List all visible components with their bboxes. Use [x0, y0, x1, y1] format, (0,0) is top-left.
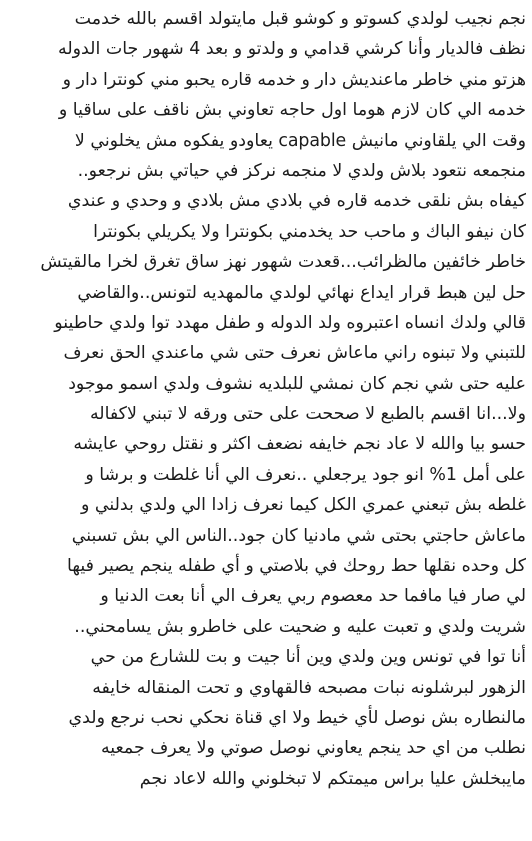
post-line-16: على أمل 1% انو جود يرجعلي ..نعرف الي أنا غلطت و برشا و — [85, 464, 526, 485]
post-line-4: خدمه الي كان لازم هوما اول حاجه تعاوني بش ناقف على ساقيا و — [58, 100, 526, 121]
post-line-22: أنا توا في تونس وين ولدي وين أنا جيت و بت للشارع من حي — [90, 647, 526, 668]
post-line-2: نظف فالديار وأنا كرشي قدامي و ولدتو و بعد 4 شهور جات الدوله — [58, 39, 526, 60]
post-line-23: الزهور لبرشلونه نبات مصبحه فالقهاوي و تحت المنقاله خايفه — [92, 677, 526, 698]
post-line-6: منجمعه نتعود بلاش ولدي لا منجمه نركز في حياتي بش نرجعو.. — [77, 160, 526, 181]
post-line-19: كل وحده نقلها حط روحك في بلاصتي و أي طفله ينجم يصير فيها — [67, 556, 526, 577]
post-line-12: للتبني ولا تبنوه راني ماعاش نعرف حتى شي ماعندي الحق نعرف — [63, 343, 526, 364]
post-line-26: مايبخلش عليا براس ميمتكم لا تبخلوني والله لاعاد نجم — [139, 768, 526, 789]
post-line-8: كان نيفو الباك و ماحب حد يخدمني بكونترا ولا يكريلي بكونترا — [93, 221, 526, 242]
post-line-25: نطلب من اي حد ينجم يعاوني نوصل صوتي ولا يعرف جمعيه — [100, 738, 526, 759]
post-line-10: حل لين هبط قرار ايداع نهائي لولدي مالمهديه لتونس..والقاضي — [77, 282, 526, 303]
post-line-21: شريت ولدي و تعبت عليه و ضحيت على خاطرو بش يسامحني.. — [74, 616, 526, 637]
post-line-24: مالنطاره بش نوصل لأي خيط ولا اي قناة نحكي نحب نرجع ولدي — [68, 707, 526, 728]
post-line-5: وقت الي يلقاوني مانيش capable يعاودو يفكوه مش يخلوني لا — [74, 130, 526, 151]
post-line-17: غلطه بش تبعني عمري الكل كيما نعرف زادا الي ولدي بدلني و — [80, 495, 526, 516]
post-line-9: خاطر خائفين مالظرائب...قعدت شهور نهز ساق تغرق لخرا مالقيتش — [40, 252, 526, 273]
post-line-18: ماعاش حاجتي بحتى شي مادنيا كان جود..الناس الي بش تسبني — [71, 525, 526, 546]
post-line-14: ولا...انا اقسم بالطبع لا صححت على حتى ورقه لا تبني لاكفاله — [89, 404, 526, 425]
post-line-1: نجم نجيب لولدي كسوتو و كوشو قبل مايتولد اقسم بالله خدمت — [74, 9, 526, 29]
post-line-15: حسو بيا والله لا عاد نجم خايفه نضعف اكثر و نقتل روحي عايشه — [73, 434, 526, 455]
post-line-3: هزتو مني خاطر ماعنديش دار و خدمه قاره يحبو مني كونترا دار و — [62, 69, 526, 90]
post-line-11: قالي ولدك انساه اعتبروه ولد الدوله و طفل مهدد توا ولدي حاطينو — [54, 312, 526, 333]
post-line-13: عليه حتى شي نجم كان نمشي للبلديه نشوف ولدي اسمو موجود — [68, 373, 526, 394]
post-line-7: كيفاه بش نلقى خدمه قاره في بلادي مش بلادي و وحدي و عندي — [67, 191, 526, 212]
post-line-20: لي صار فيا مافما حد معصوم ربي يعرف الي أنا بعت الدنيا و — [100, 586, 526, 607]
